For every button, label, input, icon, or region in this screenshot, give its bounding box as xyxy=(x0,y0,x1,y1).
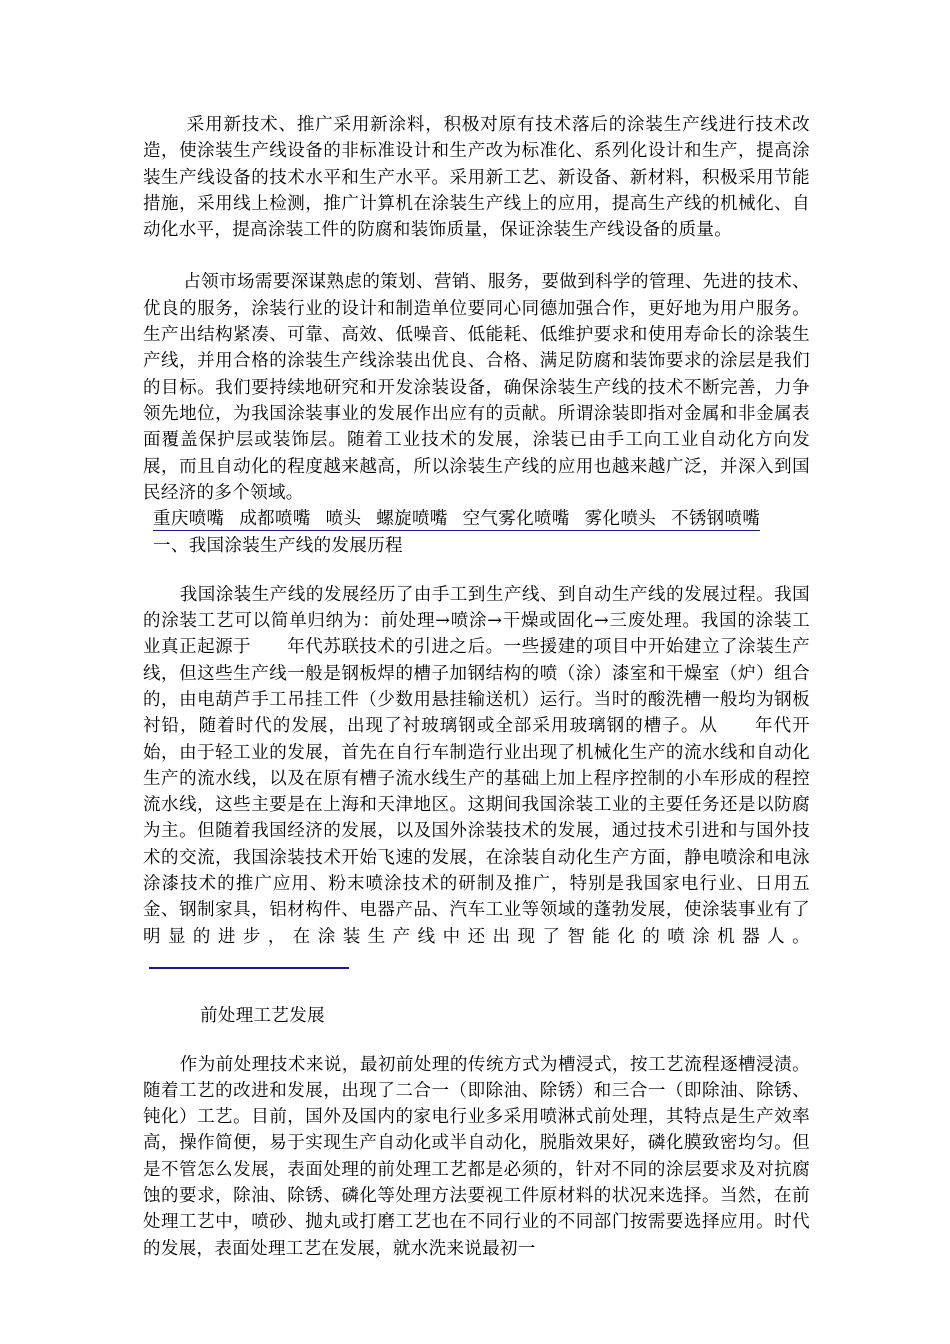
paragraph-history-text: 我国涂装生产线的发展经历了由手工到生产线、到自动生产线的发展过程。我国的涂装工艺可以简单归纳为：前处理→喷涂→干燥或固化→三废处理。我国的涂装工业真正起源于 年代苏联技术的引进之后。一些援建的项目中开始建立了涂装生产线，但这些生产线一般是钢板焊的槽子加钢结构的喷（涂）漆室和干燥室（炉）组合的，由电葫芦手工吊挂工件（少数用悬挂输送机）运行。当时的酸洗槽一般均为钢板衬铅，随着时代的发展，出现了衬玻璃钢或全部采用玻璃钢的槽子。从 年代开始，由于轻工业的发展，首先在自行车制造行业出现了机械化生产的流水线和自动化生产的流水线，以及在原有槽子流水线生产的基础上加上程序控制的小车形成的程控流水线，这些主要是在上海和天津地区。这期间我国涂装工业的主要任务还是以防腐为主。但随着我国经济的发展，以及国外涂装技术的发展，通过技术引进和与国外技术的交流，我国涂装技术开始飞速的发展，在涂装自动化生产方面，静电喷涂和电泳涂漆技术的推广应用、粉末喷涂技术的研制及推广，特别是我国家电行业、日用五金、钢制家具，铝材构件、电器产品、汽车工业等领域的蓬勃发展，使涂装事业有了明显的进步，在涂装生产线中还出现了智能化的喷涂机器人。 xyxy=(143,584,810,947)
paragraph-pretreatment: 作为前处理技术来说，最初前处理的传统方式为槽浸式，按工艺流程逐槽浸渍。随着工艺的改进和发展，出现了二合一（即除油、除锈）和三合一（即除油、除锈、钝化）工艺。目前，国外及国内的家电行业多采用喷淋式前处理，其特点是生产效率高，操作简便，易于实现生产自动化或半自动化，脱脂效果好，磷化膜致密均匀。但是不管怎么发展，表面处理的前处理工艺都是必须的，针对不同的涂层要求及对抗腐蚀的要求，除油、除锈、磷化等处理方法要视工件原材料的状况来选择。当然，在前处理工艺中，喷砂、抛丸或打磨工艺也在不同行业的不同部门按需要选择应用。时代的发展，表面处理工艺在发展，就水洗来说最初一 xyxy=(143,1054,810,1259)
link-atomizing-head[interactable]: 雾化喷头 xyxy=(584,509,657,530)
document-body xyxy=(143,112,810,1262)
blank-link[interactable] xyxy=(149,950,349,969)
paragraph-intro: 采用新技术、推广采用新涂料，积极对原有技术落后的涂装生产线进行技术改造，使涂装生产线设备的非标准设计和生产改为标准化、系列化设计和生产，提高涂装生产线设备的技术水平和生产水平。采用新工艺、新设备、新材料，积极采用节能措施，采用线上检测，推广计算机在涂装生产线上的应用，提高生产线的机械化、自动化水平，提高涂装工件的防腐和装饰质量，保证涂装生产线设备的质量。 xyxy=(143,115,810,241)
paragraph-market: 占领市场需要深谋熟虑的策划、营销、服务，要做到科学的管理、先进的技术、优良的服务，涂装行业的设计和制造单位要同心同德加强合作，更好地为用户服务。生产出结构紧凑、可靠、高效、低噪音、低能耗、低维护要求和使用寿命长的涂装生产线，并用合格的涂装生产线涂装出优良、合格、满足防腐和装饰要求的涂层是我们的目标。我们要持续地研究和开发涂装设备，确保涂装生产线的技术不断完善，力争领先地位，为我国涂装事业的发展作出应有的贡献。所谓涂装即指对金属和非金属表面覆盖保护层或装饰层。随着工业技术的发展，涂装已由手工向工业自动化方向发展，而且自动化的程度越来越高，所以涂装生产线的应用也越来越广泛，并深入到国民经济的多个领域。 xyxy=(143,272,810,503)
link-stainless-nozzle[interactable]: 不锈钢喷嘴 xyxy=(670,509,761,530)
link-chongqing-nozzle[interactable]: 重庆喷嘴 xyxy=(153,509,225,530)
section-heading-pretreatment: 前处理工艺发展 xyxy=(200,1006,325,1027)
link-chengdu-nozzle[interactable]: 成都喷嘴 xyxy=(239,509,311,530)
link-spray-head[interactable]: 喷头 xyxy=(325,509,362,530)
link-spiral-nozzle[interactable]: 螺旋喷嘴 xyxy=(376,509,448,530)
keyword-links xyxy=(153,508,760,531)
link-air-atomizing-nozzle[interactable]: 空气雾化喷嘴 xyxy=(462,509,570,530)
section-heading-history: 一、我国涂装生产线的发展历程 xyxy=(153,536,403,557)
paragraph-history xyxy=(143,582,810,977)
